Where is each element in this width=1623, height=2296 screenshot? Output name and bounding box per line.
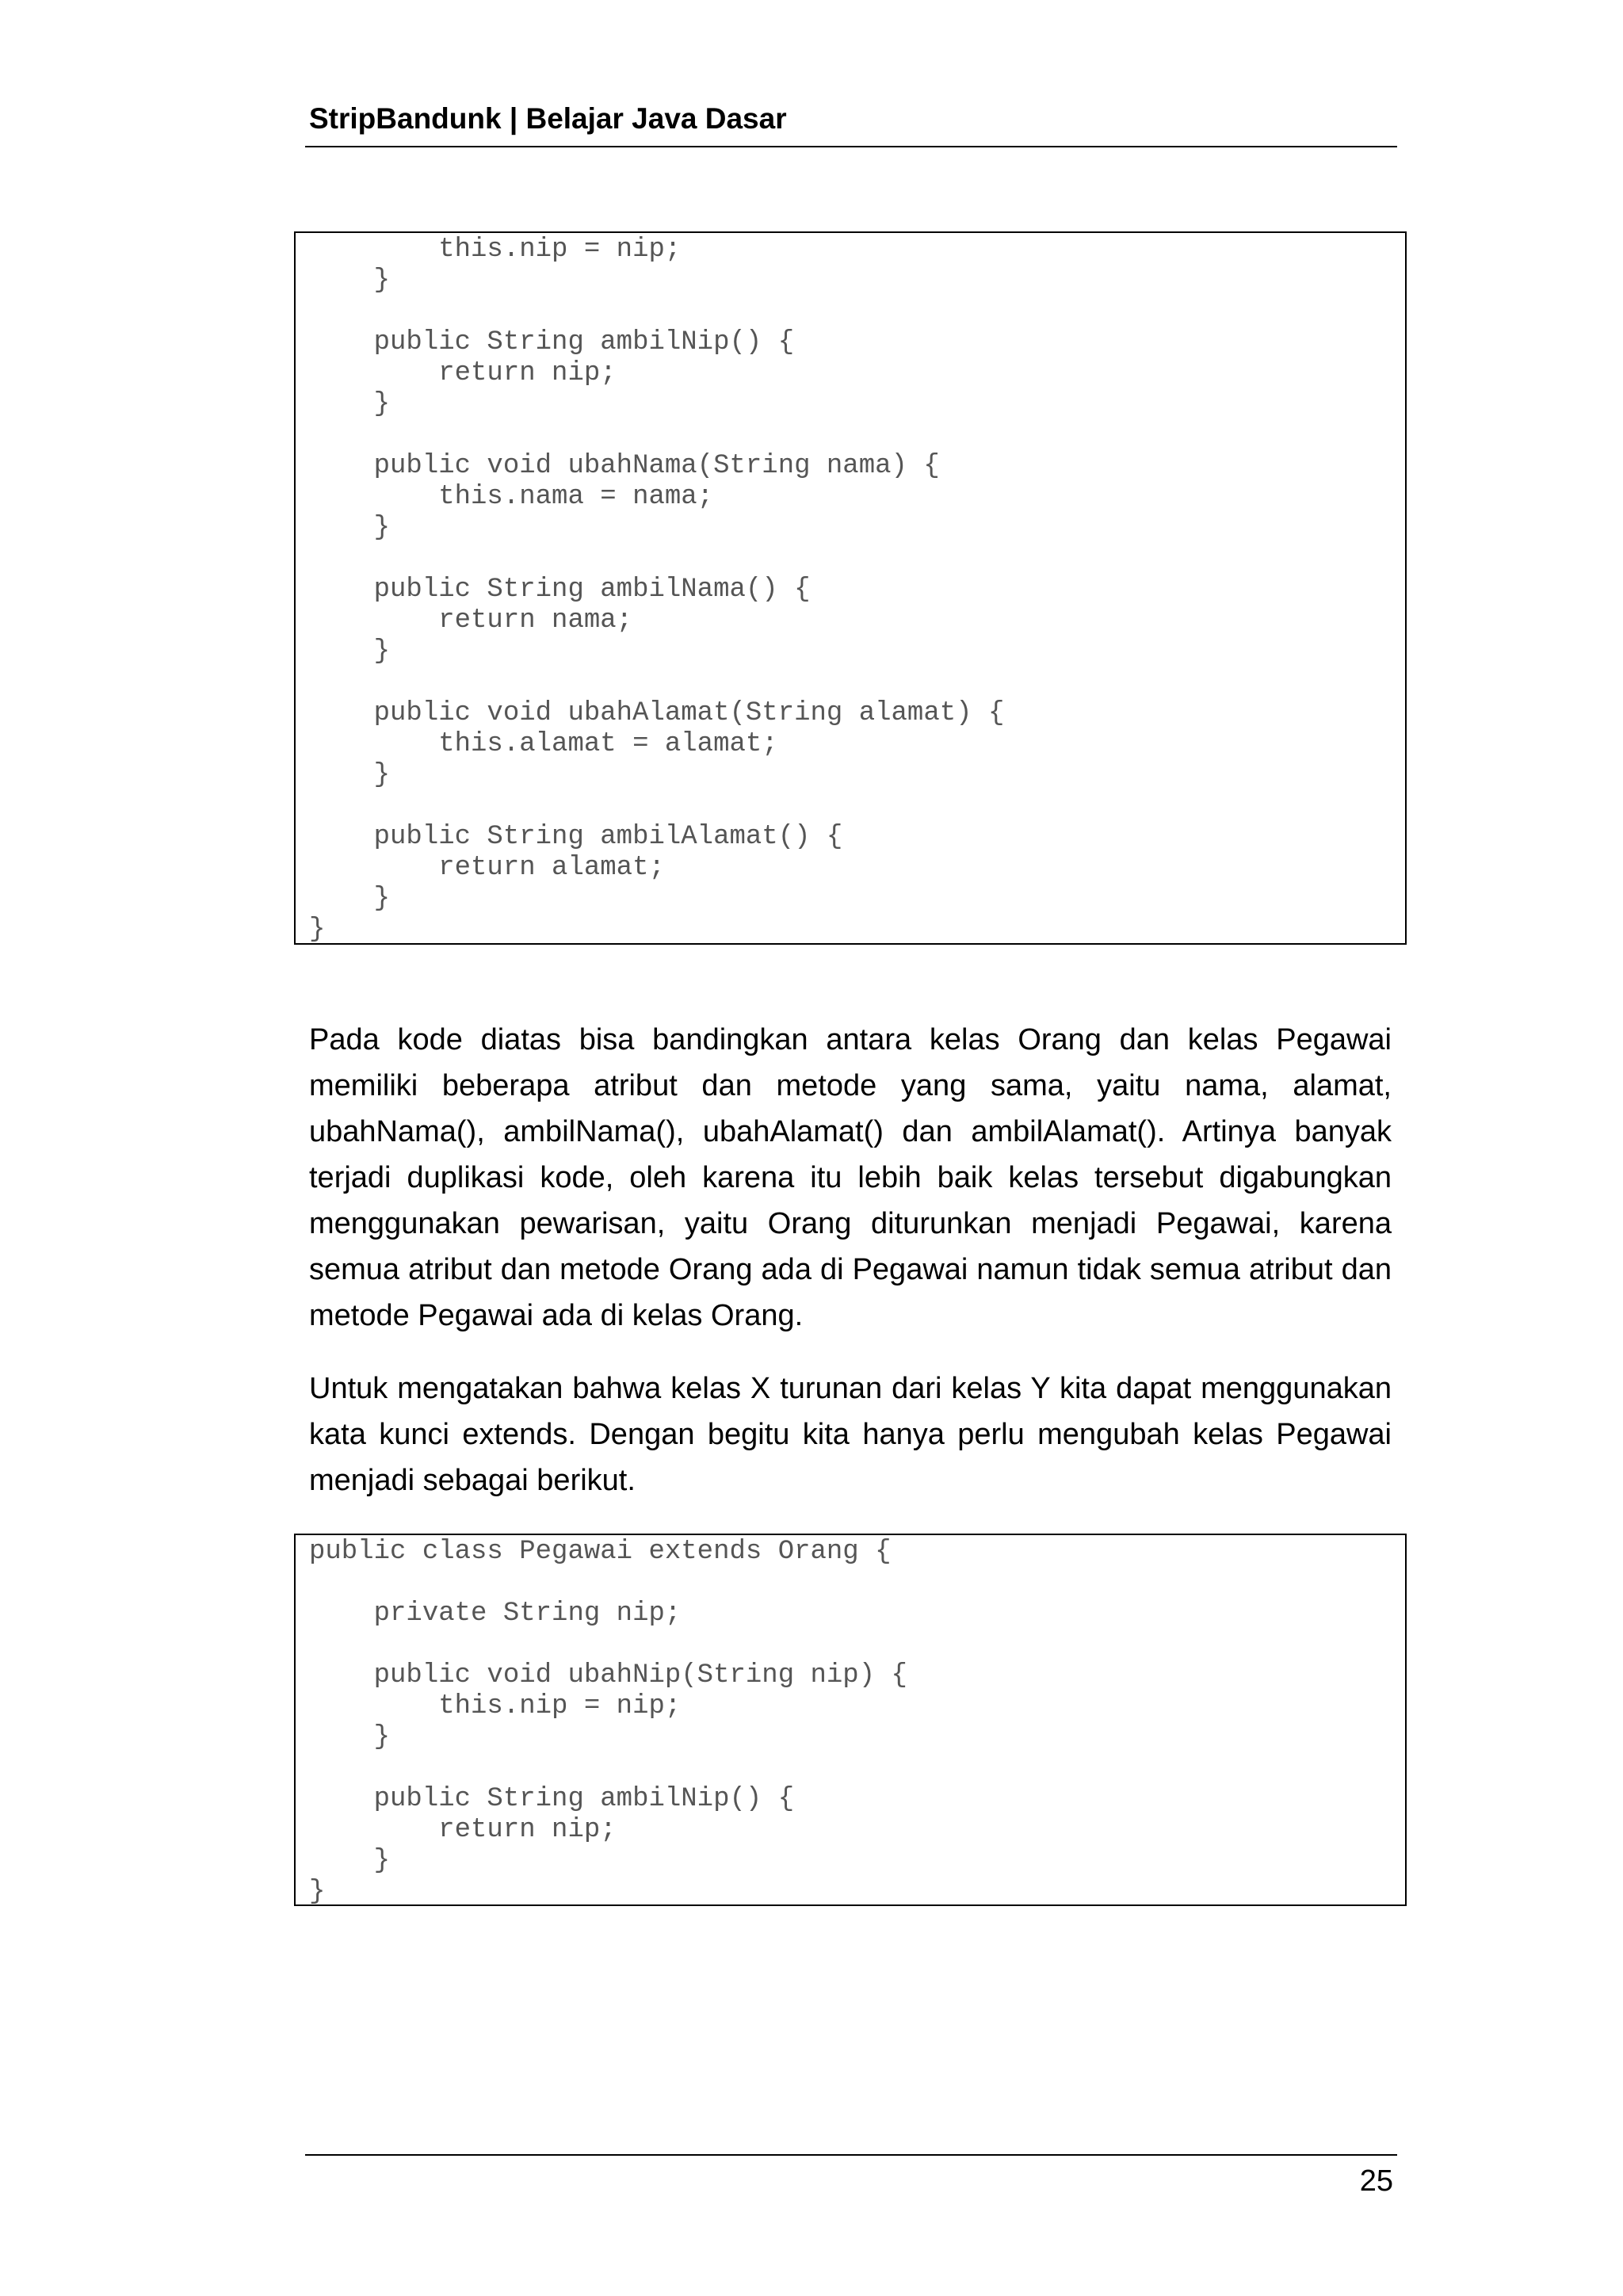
page-header-title: StripBandunk | Belajar Java Dasar (309, 102, 787, 135)
body-paragraph-extends: Untuk mengatakan bahwa kelas X turunan dari kelas Y kita dapat menggunakan kata kunci extends. Dengan begitu kita hanya perlu mengubah kelas Pegawai menjadi sebagai berikut. (309, 1372, 1392, 1497)
code-line: return nama; (309, 606, 633, 636)
code-line (309, 667, 1405, 698)
code-line: public void ubahNip(String nip) { (309, 1660, 907, 1690)
code-line: public String ambilNip() { (309, 327, 795, 357)
code-line: public void ubahAlamat(String alamat) { (309, 698, 1005, 728)
code-line: } (309, 884, 391, 914)
body-paragraph-comparison: Pada kode diatas bisa bandingkan antara kelas Orang dan kelas Pegawai memiliki beberapa atribut dan metode yang sama, yaitu nama, alamat, ubahNama(), ambilNama(), ubahAlamat() dan ambilAlamat(). Artinya banyak terjadi duplikasi kode, oleh karena itu lebih baik kelas tersebut digabungkan menggunakan pewarisan, yaitu Orang diturunkan menjadi Pegawai, karena semua atribut dan metode Orang ada di Pegawai namun tidak semua atribut dan metode Pegawai ada di kelas Orang. (309, 1023, 1392, 1332)
code-line (309, 1568, 1405, 1599)
footer-divider (305, 2154, 1397, 2156)
code-line: } (309, 513, 391, 543)
code-line (309, 296, 1405, 327)
code-line: public String ambilNama() { (309, 575, 811, 605)
code-line (309, 420, 1405, 451)
code-line: public void ubahNama(String nama) { (309, 451, 940, 481)
code-line (309, 1753, 1405, 1784)
header-divider (305, 146, 1397, 147)
code-block-continued (294, 231, 1407, 945)
code-block-pegawai-extends (294, 1534, 1407, 1906)
code-line: } (309, 389, 391, 419)
page-number: 25 (1359, 2164, 1393, 2198)
code-line: this.nama = nama; (309, 482, 714, 512)
code-line: } (309, 1877, 326, 1907)
code-line: this.nip = nip; (309, 1691, 682, 1721)
code-line: } (309, 1846, 391, 1876)
code-line: return nip; (309, 358, 617, 388)
code-line (309, 791, 1405, 822)
code-line: } (309, 266, 391, 296)
code-line: } (309, 760, 391, 790)
code-line: } (309, 915, 326, 945)
code-line (309, 544, 1405, 575)
code-line: public String ambilNip() { (309, 1784, 795, 1814)
code-line (309, 1629, 1405, 1660)
code-line: } (309, 636, 391, 667)
code-line: return nip; (309, 1815, 617, 1845)
code-line: return alamat; (309, 853, 665, 883)
code-line: public String ambilAlamat() { (309, 822, 843, 852)
code-line: } (309, 1722, 391, 1752)
code-line: private String nip; (309, 1599, 682, 1629)
code-line: public class Pegawai extends Orang { (309, 1537, 892, 1567)
code-line: this.alamat = alamat; (309, 729, 778, 759)
code-line: this.nip = nip; (309, 235, 682, 265)
